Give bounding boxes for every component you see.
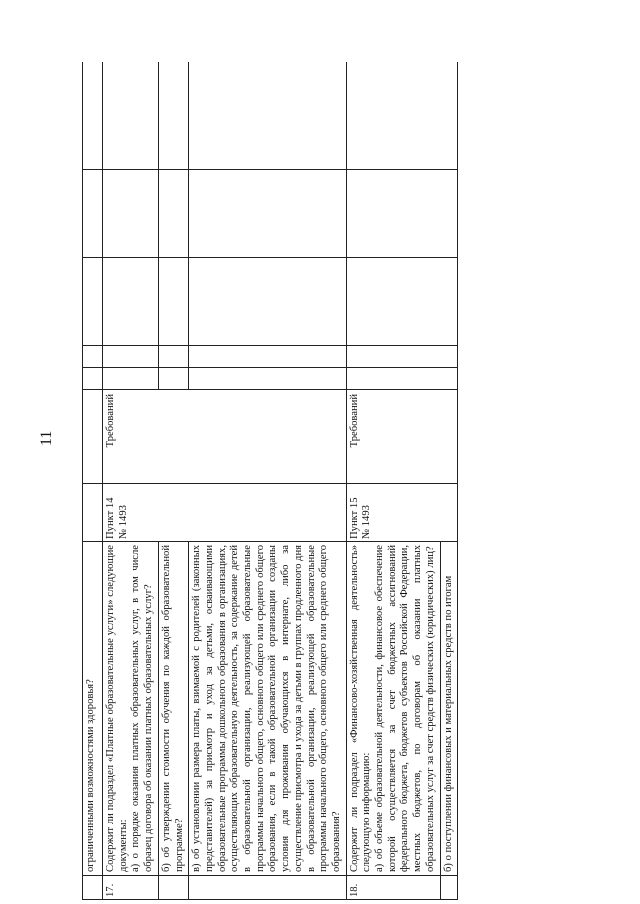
answer-cell — [346, 368, 458, 390]
answer-cell — [158, 368, 188, 390]
answer-cell — [158, 62, 188, 170]
answer-cell — [83, 258, 103, 346]
answer-cell — [103, 258, 159, 346]
answer-cell — [83, 346, 103, 368]
answer-cell — [189, 170, 346, 258]
table-row — [346, 62, 440, 900]
answer-cell — [83, 62, 103, 170]
answer-cell — [158, 258, 188, 346]
question-line: а) о порядке оказания платных образовательных услуг, в том числе образец договора об оказании платных образовательных услуг? — [130, 545, 155, 872]
answer-cell — [103, 368, 159, 390]
question-line: Содержит ли подраздел «Платные образовательные услуги» следующие документы: — [105, 545, 129, 872]
answer-cell — [83, 170, 103, 258]
question-text: б) о поступлении финансовых и материальных средств по итогам — [440, 542, 458, 876]
requirement-cell — [83, 390, 103, 484]
row-number — [189, 876, 346, 900]
reference-cell — [83, 484, 103, 542]
answer-cell — [158, 346, 188, 368]
answer-cell — [103, 170, 159, 258]
checklist-sheet — [82, 62, 610, 900]
answer-cell — [189, 346, 346, 368]
question-line: а) об объеме образовательной деятельности, финансовое обеспечение которой осуществляется за счет бюджетных ассигнований федерального бюджета, бюджетов субъектов Российской Федерации, местных бюджетов, по договорам об оказании платных образовательных услуг за счет средств физических (юридических) лиц? — [374, 545, 436, 872]
answer-cell — [83, 368, 103, 390]
answer-cell — [158, 170, 188, 258]
question-text: в) об установлении размера платы, взимаемой с родителей (законных представителей) за присмотр и уход за детьми, осваивающими образовательные программы дошкольного образования в организациях, осуществляющих образовательную деятельность, за содержание детей в образовательной организации, реализующей образовательные программы начального общего, основного общего или среднего общего образования, если в такой образовательной организации созданы условия для проживания обучающихся в интернате, либо за осуществление присмотра и ухода за детьми в группах продленного дня в образовательной организации, реализующей образовательные программы начального общего, основного общего или среднего общего образования? — [189, 542, 346, 876]
row-number — [440, 876, 458, 900]
table-row — [83, 62, 103, 900]
answer-cell — [346, 346, 458, 368]
row-number: 17. — [103, 876, 159, 900]
question-text — [346, 542, 440, 876]
answer-cell — [346, 258, 458, 346]
answer-cell — [346, 170, 458, 258]
question-text: ограниченными возможностями здоровья? — [83, 542, 103, 876]
answer-cell — [189, 368, 346, 390]
question-line: Содержит ли подраздел «Финансово-хозяйственная деятельность» следующую информацию: — [348, 545, 373, 872]
rotated-table-area — [82, 62, 610, 900]
row-number — [83, 876, 103, 900]
answer-cell — [103, 62, 159, 170]
answer-cell — [189, 258, 346, 346]
row-number — [158, 876, 188, 900]
requirement-cell: Требований — [103, 390, 347, 484]
page-number: 11 — [38, 430, 55, 446]
requirement-cell: Требований — [346, 390, 458, 484]
checklist-table — [82, 62, 458, 900]
answer-cell — [103, 346, 159, 368]
question-text — [103, 542, 159, 876]
reference-cell: Пункт 15 № 1493 — [346, 484, 458, 542]
question-text: б) об утверждении стоимости обучения по каждой образовательной программе? — [158, 542, 188, 876]
row-number: 18. — [346, 876, 440, 900]
table-row — [103, 62, 159, 900]
answer-cell — [189, 62, 346, 170]
answer-cell — [346, 62, 458, 170]
reference-cell: Пункт 14 № 1493 — [103, 484, 347, 542]
